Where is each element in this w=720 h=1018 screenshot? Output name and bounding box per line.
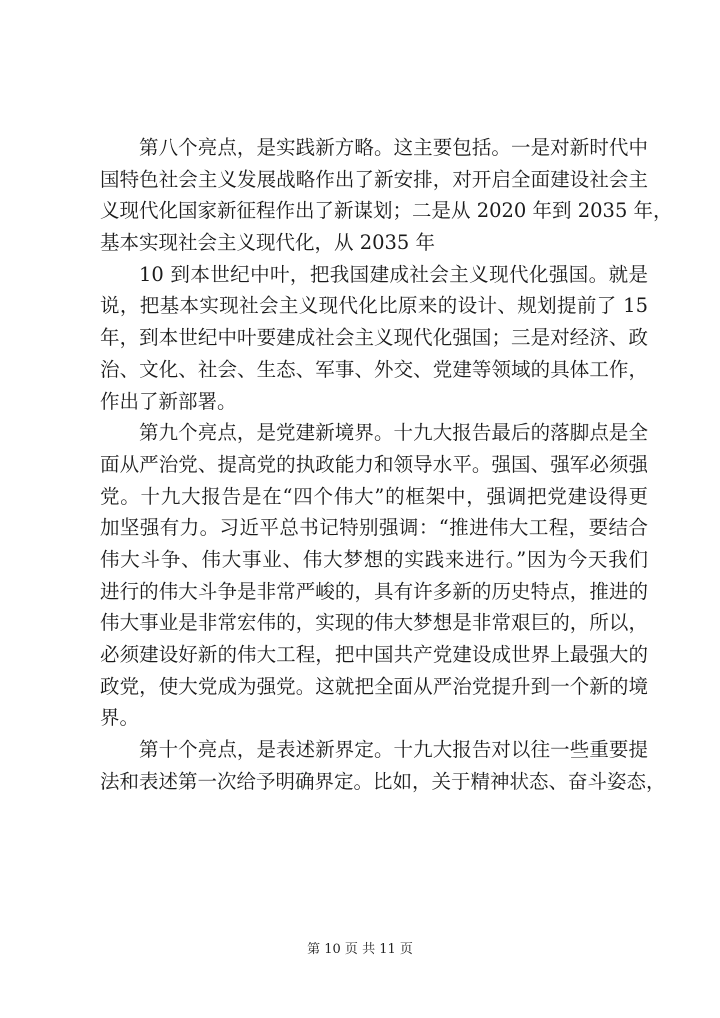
text-line: 治、文化、社会、生态、军事、外交、党建等领域的具体工作， <box>100 357 648 381</box>
text-line: 基本实现社会主义现代化，从 2035 年 <box>100 231 436 255</box>
text-line: 第十个亮点，是表述新界定。十九大报告对以往一些重要提 <box>139 738 648 762</box>
text-line: 必须建设好新的伟大工程，把中国共产党建设成世界上最强大的 <box>100 643 648 666</box>
text-line: 界。 <box>100 706 140 730</box>
text-line: 法和表述第一次给予明确界定。比如，关于精神状态、奋斗姿态， <box>100 769 666 793</box>
text-line: 年，到本世纪中叶要建成社会主义现代化强国；三是对经济、政 <box>100 326 648 350</box>
text-line: 伟大事业是非常宏伟的，实现的伟大梦想是非常艰巨的，所以， <box>100 611 648 635</box>
text-line: 说，把基本实现社会主义现代化比原来的设计、规划提前了 15 <box>100 294 648 318</box>
text-line: 伟大斗争、伟大事业、伟大梦想的实践来进行。”因为今天我们 <box>100 547 648 571</box>
text-line: 进行的伟大斗争是非常严峻的，具有许多新的历史特点，推进的 <box>100 579 648 603</box>
text-line: 义现代化国家新征程作出了新谋划；二是从 2020 年到 2035 年， <box>100 199 673 223</box>
paragraph-2 <box>100 259 648 417</box>
document-body <box>100 132 673 797</box>
paragraph-4 <box>100 734 666 797</box>
text-line: 作出了新部署。 <box>100 389 237 413</box>
text-line: 加坚强有力。习近平总书记特别强调：“推进伟大工程，要结合 <box>100 516 648 540</box>
text-line: 第九个亮点，是党建新境界。十九大报告最后的落脚点是全 <box>139 421 648 445</box>
text-line: 10 到本世纪中叶，把我国建成社会主义现代化强国。就是 <box>139 262 648 286</box>
text-line: 政党，使大党成为强党。这就把全面从严治党提升到一个新的境 <box>100 674 648 698</box>
page-footer: 第 10 页 共 11 页 <box>307 942 413 957</box>
text-line: 第八个亮点，是实践新方略。这主要包括。一是对新时代中 <box>139 136 648 159</box>
text-line: 国特色社会主义发展战略作出了新安排，对开启全面建设社会主 <box>100 167 648 191</box>
text-line: 党。十九大报告是在“四个伟大”的框架中，强调把党建设得更 <box>100 484 648 508</box>
paragraph-1 <box>100 132 673 259</box>
paragraph-3 <box>100 417 648 734</box>
text-line: 面从严治党、提高党的执政能力和领导水平。强国、强军必须强 <box>100 452 648 476</box>
